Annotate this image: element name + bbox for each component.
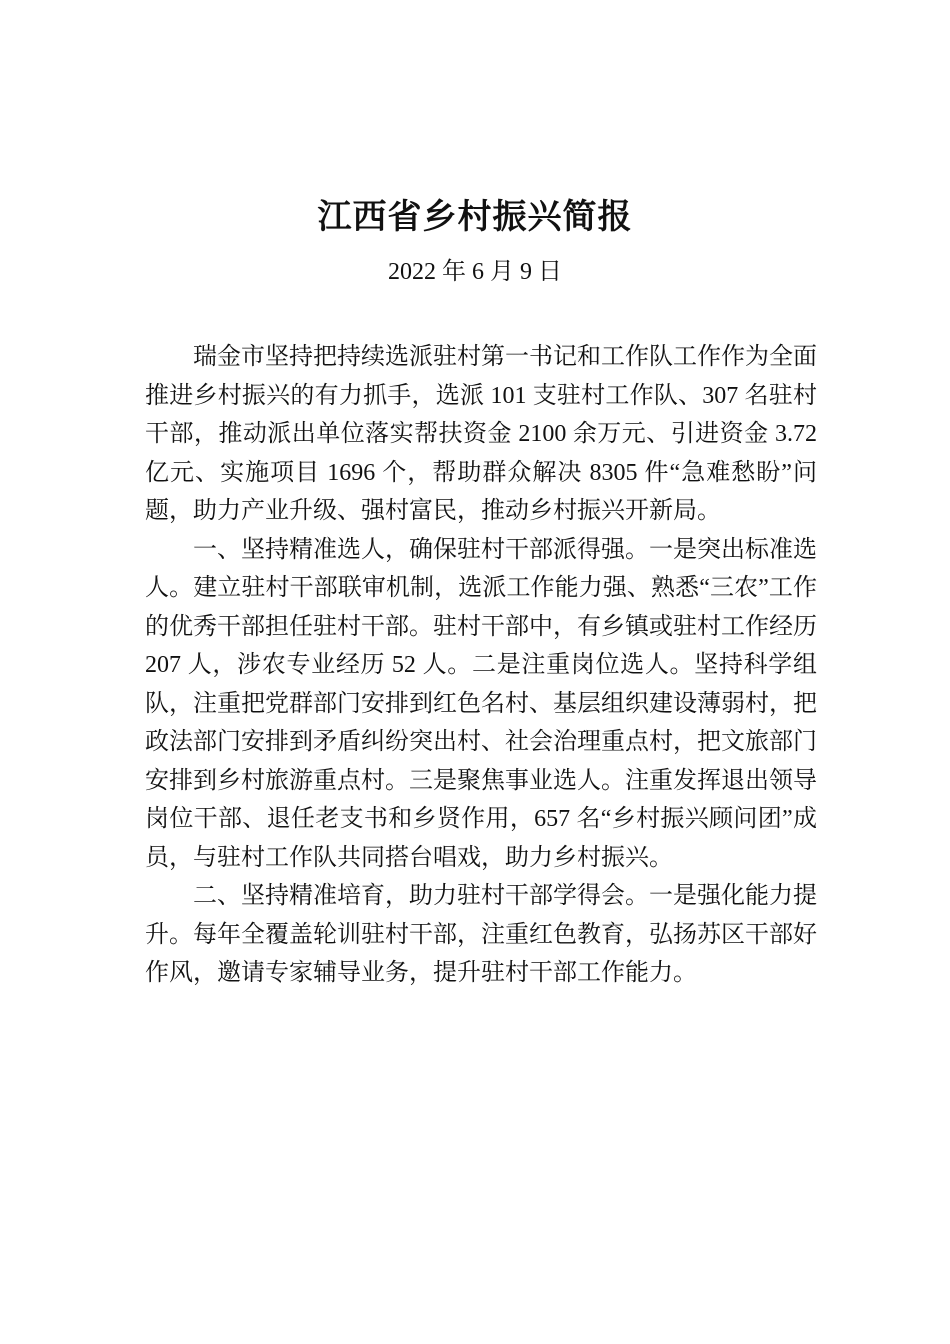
document-date: 2022 年 6 月 9 日 xyxy=(388,259,562,285)
paragraph-section-one: 一、坚持精准选人，确保驻村干部派得强。一是突出标准选人。建立驻村干部联审机制，选派工作能力强、熟悉“三农”工作的优秀干部担任驻村干部。驻村干部中，有乡镇或驻村工作经历 207 人，涉农专业经历 52 人。二是注重岗位选人。坚持科学组队，注重把党群部门安排到红色名村、基层组织建设薄弱村，把政法部门安排到矛盾纠纷突出村、社会治理重点村，把文旅部门安排到乡村旅游重点村。三是聚焦事业选人。注重发挥退出领导岗位干部、退任老支书和乡贤作用，657 名“乡村振兴顾问团”成员，与驻村工作队共同搭台唱戏，助力乡村振兴。 xyxy=(145,536,817,871)
paragraph-section-two: 二、坚持精准培育，助力驻村干部学得会。一是强化能力提升。每年全覆盖轮训驻村干部，注重红色教育，弘扬苏区干部好作风，邀请专家辅导业务，提升驻村干部工作能力。 xyxy=(145,883,817,986)
document-body xyxy=(145,338,817,993)
document-title: 江西省乡村振兴简报 xyxy=(317,197,633,237)
paragraph-intro: 瑞金市坚持把持续选派驻村第一书记和工作队工作作为全面推进乡村振兴的有力抓手，选派 101 支驻村工作队、307 名驻村干部，推动派出单位落实帮扶资金 2100 余万元、引进资金 3.72 亿元、实施项目 1696 个，帮助群众解决 8305 件“急难愁盼”问题，助力产业升级、强村富民，推动乡村振兴开新局。 xyxy=(145,344,817,524)
